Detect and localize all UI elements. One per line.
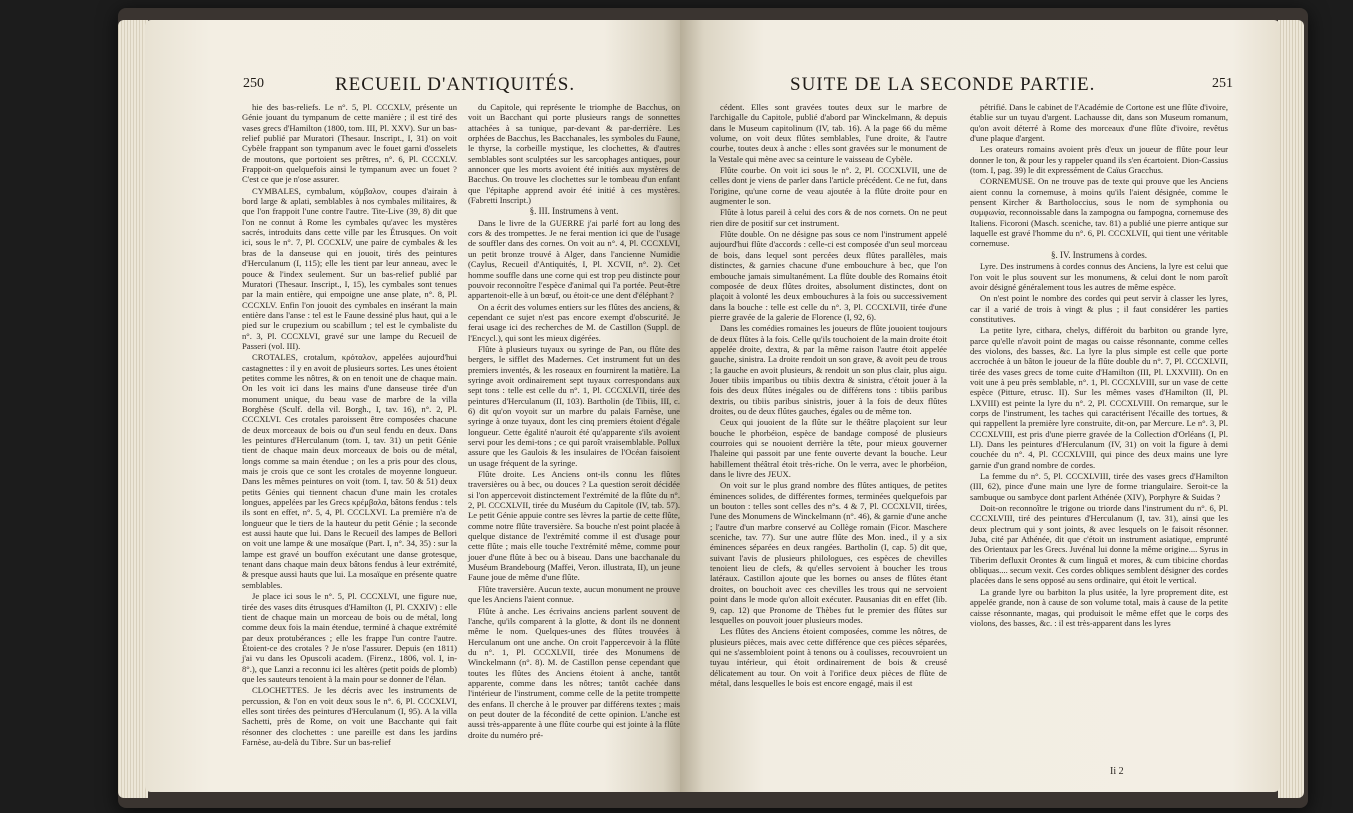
right-running-head: SUITE DE LA SECONDE PARTIE. (790, 74, 1096, 95)
paragraph: La grande lyre ou barbiton la plus usitée, la lyre proprement dite, est appelée grande, non à cause de son volume total, mais à cause de la petite caisse résonnante, magas, qui produisoit le même effet que le corps des violons, des basses, &c. : il est très-apparent dans les lyres (970, 586, 1228, 628)
right-page (680, 20, 1280, 792)
paragraph: Flûte double. On ne désigne pas sous ce nom l'instrument appelé aujourd'hui flûte d'accords : celle-ci est composée d'un seul morceau de bois, dans lequel sont percées deux flûtes parallèles, mais distinctes, & garnies chacune d'une embouchure à bec, que l'on embouche jamais simultanément. La flûte double des Romains étoit composée de deux flûtes droites, absolument distinctes, dont on plaçoit à volonté les deux embouchures à la fois ou successivement dans la bouche : telle est celle du n°. 3, Pl. CCCXLVII, tirée d'une pierre gravée de la galerie de Florence (I, 92, 6). (710, 229, 947, 322)
paragraph: cédent. Elles sont gravées toutes deux sur le marbre de l'archigalle du Capitole, publié d'abord par Winckelmann, & depuis dans le Museum capitolinum (IV, tab. 16). A la page 66 du même volume, on voit deux flûtes semblables, l'une droite, & l'autre courbe, toutes deux à anche : elles sont gravées sur le monument de la Vestale qui mène avec sa ceinture le vaisseau de Cybèle. (710, 102, 947, 164)
paragraph: Doit-on reconnoître le trigone ou triorde dans l'instrument du n°. 6, Pl. CCCXLVIII, tiré des peintures d'Herculanum (I, tav. 31), ainsi que les deux plectrum qui y sont joints, & avec lesquels on le faisoit résonner. Juba, cité par Athénée, dit que c'étoit un instrument asiatique, emprunté des Orientaux par les Grecs. Juvénal lui donne la même origine.... Syrus in Tiberim defluxit Orontes & cum linguâ et mores, & cum tibicine chordas obliquas.... secum vexit. Ces cordes obliques semblent désigner des cordes placées dans le sens opposé au sens ordinaire, qui étoit le vertical. (970, 503, 1228, 586)
paragraph: On a écrit des volumes entiers sur les flûtes des anciens, & cependant ce sujet n'est pas encore exempt d'obscurité. Je ferai usage ici des recherches de M. de Castillon (Suppl. de l'Encycl.), qui sont les mieux digérées. (468, 301, 680, 343)
left-page-number: 250 (243, 76, 264, 91)
paragraph: Les orateurs romains avoient près d'eux un joueur de flûte pour leur donner le ton, & pour les y rappeler quand ils s'en écartoient. Dion-Cassius (tom. I, pag. 39) le dit expressément de Caïus Gracchus. (970, 144, 1228, 176)
paragraph: Flûte à lotus pareil à celui des cors & de nos cornets. On ne peut rien dire de positif sur cet instrument. (710, 207, 947, 228)
paragraph: CYMBALES, cymbalum, κύμβαλον, coupes d'airain à bord large & aplati, semblables à nos cymbales militaires, & que l'on frappoit l'une contre l'autre. Tite-Live (39, 8) dit que l'on ne connut à Rome les cymbales qu'avec les mystères sacrés, introduits dans cette ville par les Étrusques. On voit ici, sous le n°. 7, Pl. CCCXLV, une paire de cymbales & les bras de la danseuse qui en jouoit, tirés des peintures d'Herculanum (I, 115); elle les tient par leur anneau, avec le pouce & l'index seulement. Sur un bas-relief publié par Muratori (Thesaur. Inscript., I, 15), les cymbales sont tenues par la main entière, qui empoigne une anse plate, n°. 8, Pl. CCCXLV. Enfin l'on jouoit des cymbales en insérant la main entière dans l'anse : tel est le Faune dessiné plus haut, qui a le pied sur le crupezium ou scabillum ; tel est le cymbaliste du n°. 3, Pl. CCCXLVI, gravé sur une lampe du Recueil de Passeri (vol. III). (242, 185, 457, 351)
paragraph: On n'est point le nombre des cordes qui peut servir à classer les lyres, car il a varié de trois à vingt & plus ; il faut considérer les parties constitutives. (970, 293, 1228, 324)
paragraph: La petite lyre, cithara, chelys, différoit du barbiton ou grande lyre, parce qu'elle n'avoit point de magas ou caisse résonnante, comme celles des violons, des basses, &c. La lyre la plus simple est celle que porte accrochée à un bâton le joueur de la flûte double du n°. 7, Pl. CCCXLVII, tirée des vases grecs de tome cuite d'Hamilton (III, Pl. LXXVIII). On en voit une à peu près semblable, n°. 1, Pl. CCCXLVIII, sur un vase de cette espèce (Pitture, etrusc. II). Sur les mêmes vases d'Hamilton (II, Pl. LXVIII) est peinte la lyre du n°. 2, Pl. CCCXLVIII. On remarque, sur le corps de l'instrument, les taches qui caractérisent l'écaille des tortues, & qui rappellent la première lyre construite, dit-on, par Mercure. Le n°. 3, Pl. CCCXLVIII, est pris d'une pierre gravée de la Collection d'Orléans (I, Pl. LI). Dans les peintures d'Herculanum (IV, 31) on voit la figure à demi couchée du n°. 4, Pl. CCCXLVIII, qui pince des deux mains une lyre garnie d'un grand nombre de cordes. (970, 325, 1228, 470)
paragraph: Ceux qui jouoient de la flûte sur le théâtre plaçoient sur leur bouche le phorbéion, espèce de bandage composé de plusieurs courroies qui se nouoient derrière la tête, pour mieux gouverner l'haleine qui passoit par une fente ouverte devant la bouche. Leur habillement théâtral étoit très-riche. On le verra, avec le phorbéion, dans le livre des JEUX. (710, 417, 947, 480)
paragraph: Flûte courbe. On voit ici sous le n°. 2, Pl. CCCXLVII, une de celles dont je viens de parler dans l'article précédent. Ce ne fut, dans l'origine, qu'une corne de veau ajoutée à la flûte droite pour en augmenter le son. (710, 165, 947, 207)
paragraph: pétrifié. Dans le cabinet de l'Académie de Cortone est une flûte d'ivoire, établie sur un tuyau d'argent. Lachausse dit, dans son Museum romanum, qu'on avoit déterré à Rome des morceaux d'une flûte d'ivoire, revêtus d'une plaque d'argent. (970, 102, 1228, 144)
left-running-head: RECUEIL D'ANTIQUITÉS. (335, 74, 576, 95)
paragraph: Je place ici sous le n°. 5, Pl. CCCXLVI, une figure nue, tirée des vases dits étrusques d'Hamilton (I, Pl. CXXIV) : elle tient de chaque main un morceau de bois ou de métal, long comme deux fois la main étendue, terminé à chaque extrémité par deux protubérances ; elle les frappe l'un contre l'autre. Étoient-ce des crotales ? Je n'ose l'assurer. Depuis (en 1811) j'ai vu dans les Opuscoli academ. (Firenz., 1806, vol. I, in-8°.), que Lanzi a reconnu ici les altères (petit poids de plomb) que les sauteurs tenoient à la main pour se donner de l'élan. (242, 591, 457, 684)
page-edges-left (118, 20, 148, 798)
left-column-2 (468, 102, 680, 741)
paragraph: Flûte traversière. Aucun texte, aucun monument ne prouve que les Anciens l'aient connue. (468, 583, 680, 605)
paragraph: hie des bas-reliefs. Le n°. 5, Pl. CCCXLV, présente un Génie jouant du tympanum de cette manière ; il est tiré des vases grecs d'Hamilton (1800, tom. III, Pl. XXV). Sur un bas-relief publié par Muratori (Thesaur. Inscript., I, 31) on voit Cybèle frappant son tympanum avec le fouet garni d'osselets de moutons, que portoient ses prêtres, n°. 6, Pl. CCCXLV. Frappoit-on quelquefois ainsi le tympanum avec un fouet ? C'est ce que je n'ose assurer. (242, 102, 457, 185)
right-page-number: 251 (1212, 76, 1233, 91)
left-column-1 (242, 102, 457, 748)
paragraph: La femme du n°. 5, Pl. CCCXLVIII, tirée des vases grecs d'Hamilton (III, 62), pince d'une main une lyre de forme triangulaire. Seroit-ce la sambuque ou sambyce dont parlent Athénée (XIV), Porphyre & Suidas ? (970, 471, 1228, 502)
paragraph: Flûte droite. Les Anciens ont-ils connu les flûtes traversières ou à bec, ou douces ? La question seroit décidée si l'on appercevoit distinctement l'extrémité de la flûte du n°. 2, Pl. CCCXLVII, tirée du Muséum du Capitole (IV, tab. 57). Le petit Génie appuie contre ses lèvres la partie de cette flûte, comme notre flûte traversière. Sa bouche n'est point placée à quelque distance de l'extrémité comme il est d'usage pour cette flûte ; mais elle touche l'extrémité même, comme pour jouer d'une flûte à bec ou à biseau. Dans une bacchanale du Muséum Brandebourg (Maffei, Veron. illustrata, II), un jeune Faune joue de même d'une flûte. (468, 469, 680, 583)
left-page (145, 20, 685, 792)
paragraph: Dans les comédies romaines les joueurs de flûte jouoient toujours de deux flûtes à la fois. Celle qu'ils touchoient de la main droite étoit appelée droite, dextra, & par la même raison l'autre étoit appelée gauche, sinistra. La droite rendoit un son grave, & avoit peu de trous ; la gauche en avoit plusieurs, & rendoit un son plus clair, plus aigu. Jouer tibiis imparibus ou tibiis dextra & sinistra, c'étoit jouer à la fois des deux flûtes inégales ou de différens tons : tibiis paribus dextris, ou tibiis paribus sinistris, jouer à la fois de deux flûtes droites, ou de deux flûtes gauches, égales ou de même ton. (710, 323, 947, 416)
paragraph: Flûte à plusieurs tuyaux ou syringe de Pan, ou flûte des bergers, le sifflet des Madernes. Cet instrument fut un des premiers inventés, & les roseaux en fournirent la matière. La syringe avoit ordinairement sept tuyaux correspondans aux sept tons : telle est celle du n°. 1, Pl. CCCXLVII, tirée des peintures d'Herculanum (II, 103). Bartholin (de Tibiis, III, c. 6) dit qu'on voyoit sur un marbre du palais Farnèse, une syringe à onze tuyaux, dont les cinq premiers étoient d'égale longueur. Cette égalité n'auroit été qu'apparente s'ils avoient servi pour les demi-tons ; ce qui paroît vraisemblable. Pollux assure que les Gaulois & les insulaires de l'Océan faisoient un usage fréquent de la syringe. (468, 343, 680, 468)
paragraph: On voit sur le plus grand nombre des flûtes antiques, de petites éminences solides, de différentes formes, terminées quelquefois par un bouton : telles sont celles des n°s. 4 & 7, Pl. CCCXLVII, tirées, l'une des Monumens de Winckelmann (n°. 46), & garnie d'une anche ; l'autre d'un marbre conservé au Collège romain (Ficor. Maschere sceniche, tav. 77). Sur une autre flûte des Mon. ined., il y a six éminences séparées en deux rangées. Bartholin (I, cap. 5) dit que, suivant l'avis de plusieurs philologues, ces espèces de chevilles tenoient lieu de clefs, & qu'elles servoient à boucher les trous latéraux. Castillon ajoute que les bornes ou anses de flûtes étant droites, on bouchoit avec ces chevilles les trous qui ne servoient point dans le mode qu'on alloit exécuter. Pausanias dit en effet (lib. 9, cap. 12) que Pronome de Thèbes fut le premier des flûtes sur lesquelles on pouvoit jouer plusieurs modes. (710, 480, 947, 625)
paragraph: CORNEMUSE. On ne trouve pas de texte qui prouve que les Anciens aient connu la cornemuse, à moins qu'ils l'aient désignée, comme le pensent Kircher & Bartholoccius, sous le nom de symphonia ou συμφωνία, reconnoissable dans la zampogna ou fampogna, cornemuse des Italiens. Ficoroni (Masch. sceniche, tav. 81) a publié une pierre antique sur laquelle est gravé l'homme du n°. 6, Pl. CCCXLVII, qui tient une véritable cornemuse. (970, 176, 1228, 249)
paragraph: CLOCHETTES. Je les décris avec les instruments de percussion, & l'on en voit deux sous le n°. 6, Pl. CCCXLVI, elles sont tirées des peintures d'Herculanum (I, 95). A la villa Sachetti, près de Rome, on voit une Bacchante qui fait résonner des clochettes : une pareille est dans les jardins Farnèse, au-delà du Tibre. Sur un bas-relief (242, 685, 457, 747)
paragraph: Flûte à anche. Les écrivains anciens parlent souvent de l'anche, qu'ils comparent à la glotte, & dont ils ne donnent même le nom. Quelques-unes des flûtes trouvées à Herculanum ont une anche. On croit l'appercevoir à la flûte du n°. 1, Pl. CCCXLVII, tirée des Monumens de Winckelmann (n°. 8). M. de Castillon pense cependant que toutes les flûtes des Anciens étoient à anche, tantôt apparente, comme dans les nôtres; tantôt cachée dans l'intérieur de l'instrument, comme celle de la petite trompette des enfans. Il cherche à le prouver par différens textes ; mais on peut douter de la fécondité de cette opinion. L'anche est aussi très-apparente à une flûte courbe qui est jointe à la flûte droite du numéro pré- (468, 605, 680, 740)
right-column-1 (710, 102, 947, 689)
right-column-2 (970, 102, 1228, 629)
paragraph: CROTALES, crotalum, κρόταλον, appelées aujourd'hui castagnettes : il y en avoit de plusieurs sortes. Les unes étoient petites comme les nôtres, & on en tenoit une de chaque main. On les voit ici dans les mains d'une danseuse tirée d'un monument unique, du beau vase de marbre de la villa Borghèse (Sculf. della vil. Borgh., I, tav. 16), n°. 2, Pl. CCCXLVI. Ces crotales paroissent être composées chacune de deux morceaux de bois ou d'un seul fendu en deux. Dans les peintures d'Herculanum (tom. I, tav. 31) un petit Génie tient de chaque main deux morceaux de bois ou de métal, longs comme sa main étendue ; on les a pris pour des clous, mais je crois que ce sont les crotales de moyenne longueur. Dans les mêmes peintures on voit (tom. I, tav. 50 & 51) deux petits Génies qui tiennent chacun d'une main les crotales longues, appelées par les Grecs κρέμβαλα, bâtons fendus : tels ils sont en effet, n°. 5, 4, Pl. CCCLXVI. La première n'a de longueur que le tiers de la hauteur du petit Génie ; la seconde est aussi haute que lui. Dans le Recueil des lampes de Bellori on voit une lampe & une mosaïque (Part. I, n°. 34, 35) : sur la lampe est gravé un bouffon exécutant une danse grotesque, tenant dans chaque main deux bâtons fendus à leur extrémité, & presque aussi hauts que lui. La mosaïque en présente quatre semblables. (242, 352, 457, 590)
paragraph: Les flûtes des Anciens étoient composées, comme les nôtres, de plusieurs pièces, mais avec cette différence que ces pièces séparées, qui ne s'assembloient point à tenons ou à coulisses, recouvroient un tuyau intérieur, qui étoit ordinairement de bois & creusé délicatement au tour. On voit à l'orifice deux pièces de flûte de métal, dans lesquelles le bois est encore engagé, mais il est (710, 626, 947, 688)
signature-mark: Ii 2 (1110, 766, 1124, 777)
paragraph: Lyre. Des instrumens à cordes connus des Anciens, la lyre est celui que l'on voit le plus souvent sur les monumens, & celui dont le nom paroît avoir désigné généralement tous les autres de même espèce. (970, 261, 1228, 292)
section-title: §. IV. Instrumens à cordes. (1050, 249, 1148, 260)
page-edges-right (1278, 20, 1304, 798)
section-title: §. III. Instrumens à vent. (529, 206, 619, 217)
paragraph: du Capitole, qui représente le triomphe de Bacchus, on voit un Bacchant qui porte plusieurs rangs de sonnettes attachées à sa tunique, par-devant & par-derrière. Les orphées de Bacchus, les Bacchanales, les symboles du Faune, le thyrse, la corbeille mystique, les clochettes, & d'autres semblables sont sculptées sur les sarcophages antiques, pour annoncer que les morts avoient été initiés aux mystères de Bacchus. On trouve les clochettes sur le tombeau d'un enfant que l'épitaphe apprend avoir été initié à ces mystères. (Fabretti Inscript.) (468, 102, 680, 206)
paragraph: Dans le livre de la GUERRE j'ai parlé fort au long des cors & des trompettes. Je ne ferai mention ici que de l'usage de souffler dans des cornes. On voit au n°. 4, Pl. CCCXLVI, un petit bronze trouvé à Alger, dans l'ancienne Numidie (Caylus, Recueil d'Antiquités, I, Pl. XCVII, n°. 2). Cet homme souffle dans une corne qui est trop peu distincte pour pouvoir reconnoître l'espèce d'animal qui l'a portée. Peut-être appartenoit-elle à un bœuf, ou étoit-ce une dent d'éléphant ? (468, 217, 680, 301)
